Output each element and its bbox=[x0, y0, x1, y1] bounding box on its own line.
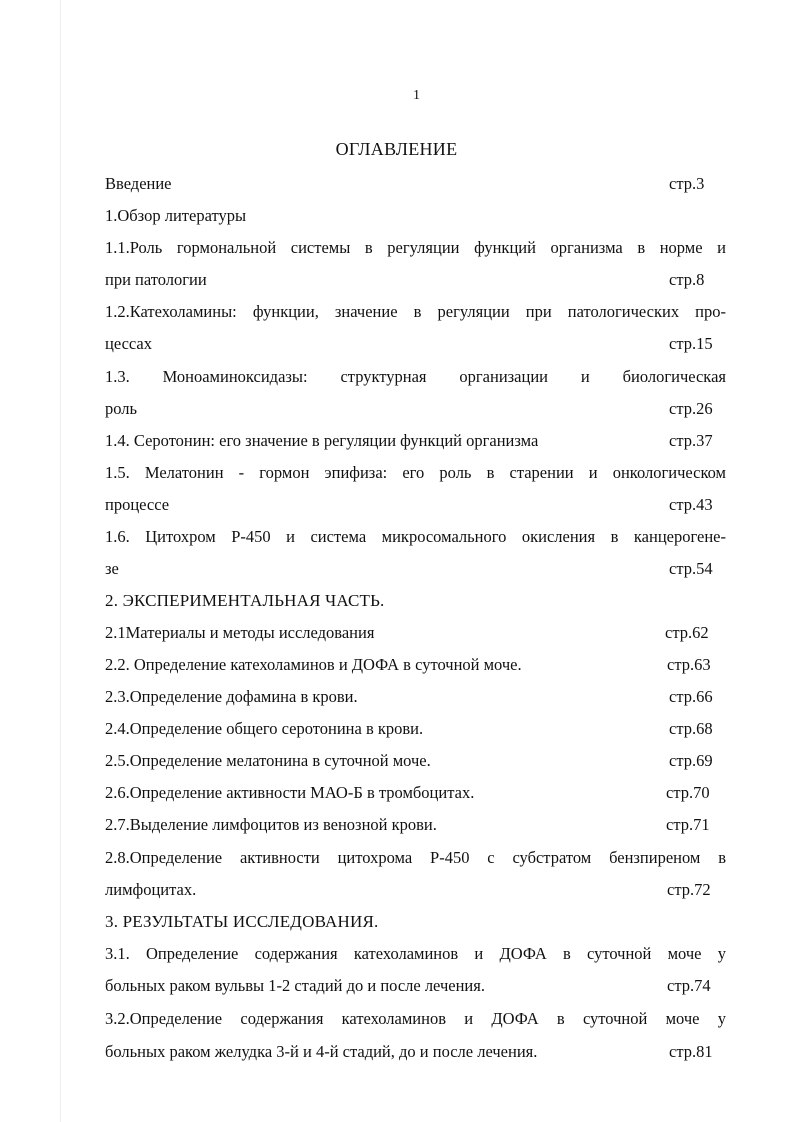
toc-page-2-5: стр.69 bbox=[669, 751, 713, 770]
toc-entry-3-1-cont: больных раком вульвы 1-2 стадий до и после лечения. bbox=[105, 976, 485, 995]
toc-page-1-2: стр.15 bbox=[669, 334, 713, 353]
toc-page-3-1: стр.74 bbox=[667, 976, 711, 995]
toc-page-intro: стр.3 bbox=[669, 174, 705, 193]
toc-page-2-7: стр.71 bbox=[666, 815, 710, 834]
toc-entry-2-4: 2.4.Определение общего серотонина в крови. bbox=[105, 719, 424, 738]
page-number: 1 bbox=[413, 88, 420, 103]
toc-page-2-2: стр.63 bbox=[667, 655, 711, 674]
toc-entry-2-3: 2.3.Определение дофамина в крови. bbox=[105, 687, 358, 706]
toc-entry-2-5: 2.5.Определение мелатонина в суточной моче. bbox=[105, 751, 431, 770]
toc-page-2-4: стр.68 bbox=[669, 719, 713, 738]
toc-entry-1-6: 1.6. Цитохром Р-450 и система микросомального окисления в канцерогене- bbox=[105, 527, 726, 546]
toc-entry-1-2: 1.2.Катехоламины: функции, значение в регуляции при патологических про- bbox=[105, 302, 726, 321]
toc-entry-1-1: 1.1.Роль гормональной системы в регуляции функций организма в норме и bbox=[105, 238, 726, 257]
toc-page-2-1: стр.62 bbox=[665, 623, 709, 642]
toc-entry-1-5: 1.5. Мелатонин - гормон эпифиза: его роль в старении и онкологическом bbox=[105, 463, 726, 482]
toc-entry-2-2: 2.2. Определение катехоламинов и ДОФА в суточной моче. bbox=[105, 655, 522, 674]
toc-page-1-6: стр.54 bbox=[669, 559, 713, 578]
scan-edge bbox=[60, 0, 61, 1122]
toc-page-1-4: стр.37 bbox=[669, 431, 713, 450]
toc-entry-1-1-cont: при патологии bbox=[105, 270, 207, 289]
toc-section-2: 2. ЭКСПЕРИМЕНТАЛЬНАЯ ЧАСТЬ. bbox=[105, 591, 385, 610]
toc-entry-2-8-cont: лимфоцитах. bbox=[105, 880, 197, 899]
toc-entry-2-6: 2.6.Определение активности МАО-Б в тромбоцитах. bbox=[105, 783, 475, 802]
toc-section-1: 1.Обзор литературы bbox=[105, 206, 247, 225]
toc-entry-1-2-cont: цессах bbox=[105, 334, 152, 353]
toc-entry-1-4: 1.4. Серотонин: его значение в регуляции функций организма bbox=[105, 431, 539, 450]
toc-section-3: 3. РЕЗУЛЬТАТЫ ИССЛЕДОВАНИЯ. bbox=[105, 912, 379, 931]
toc-page-1-3: стр.26 bbox=[669, 399, 713, 418]
toc-page-2-6: стр.70 bbox=[666, 783, 710, 802]
toc-page-1-1: стр.8 bbox=[669, 270, 705, 289]
toc-entry-1-5-cont: процессе bbox=[105, 495, 170, 514]
toc-title: ОГЛАВЛЕНИЕ bbox=[335, 139, 458, 159]
toc-entry-3-1: 3.1. Определение содержания катехоламинов и ДОФА в суточной моче у bbox=[105, 944, 726, 963]
toc-page-3-2: стр.81 bbox=[669, 1042, 713, 1061]
toc-entry-3-2-cont: больных раком желудка 3-й и 4-й стадий, до и после лечения. bbox=[105, 1042, 538, 1061]
toc-entry-1-3-cont: роль bbox=[105, 399, 138, 418]
toc-entry-intro: Введение bbox=[105, 174, 172, 193]
toc-page-2-3: стр.66 bbox=[669, 687, 713, 706]
toc-page-1-5: стр.43 bbox=[669, 495, 713, 514]
toc-page-2-8: стр.72 bbox=[667, 880, 711, 899]
toc-entry-2-1: 2.1Материалы и методы исследования bbox=[105, 623, 375, 642]
toc-entry-2-8: 2.8.Определение активности цитохрома Р-450 с субстратом бензпиреном в bbox=[105, 848, 726, 867]
toc-entry-1-3: 1.3. Моноаминоксидазы: структурная организации и биологическая bbox=[105, 367, 726, 386]
toc-entry-2-7: 2.7.Выделение лимфоцитов из венозной крови. bbox=[105, 815, 437, 834]
toc-entry-3-2: 3.2.Определение содержания катехоламинов и ДОФА в суточной моче у bbox=[105, 1009, 726, 1028]
toc-entry-1-6-cont: зе bbox=[105, 559, 119, 578]
